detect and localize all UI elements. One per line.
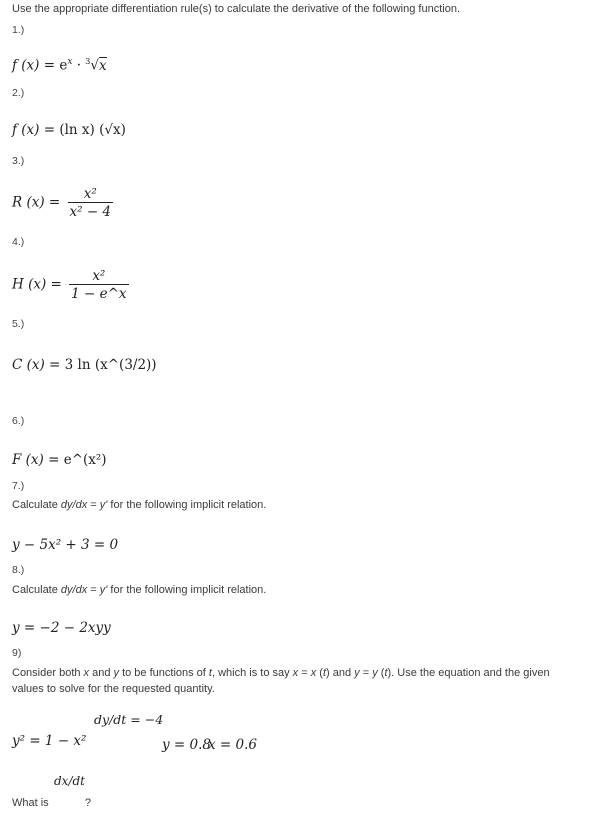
prompt-eq: = [87, 499, 100, 511]
problem-1-e: e [59, 57, 68, 74]
prompt-dydx: dy/dx [60, 584, 88, 596]
p9-y: y [372, 667, 378, 679]
p9-text: to be functions of [119, 667, 209, 679]
problem-3-denominator: x² − 4 [69, 204, 112, 220]
problem-8-prompt [12, 584, 266, 596]
p9-text: = [298, 667, 311, 679]
problem-9-question [12, 797, 91, 809]
problem-9-prompt [12, 665, 572, 697]
radical-icon: √ [90, 57, 99, 74]
problem-5-equation [12, 357, 157, 373]
problem-7-eq: y − 5x² + 3 = 0 [12, 537, 119, 553]
problem-4-lhs: H (x) = [12, 276, 62, 293]
p9-t: t [322, 667, 327, 679]
problem-2-lhs: f (x) = [12, 122, 56, 138]
prompt-text: Calculate [12, 499, 61, 511]
problem-3-number: 3.) [12, 155, 25, 167]
problem-2-number: 2.) [12, 87, 25, 99]
problem-1-lhs: f (x) = [12, 57, 56, 74]
p9-x: x [292, 667, 299, 679]
problem-8-eq: y = −2 − 2xyy [12, 620, 111, 636]
prompt-dydx: dy/dx [60, 499, 88, 511]
problem-1-number: 1.) [12, 24, 25, 36]
problem-9-number: 9) [12, 647, 22, 659]
problem-3-lhs: R (x) = [12, 194, 61, 211]
question-deriv-text: dx/dt [54, 774, 85, 788]
given-x-text: x = 0.6 [208, 737, 257, 753]
problem-1-root-index: 3 [85, 57, 91, 66]
given-deriv-text: dy/dt = −4 [94, 712, 164, 727]
prompt-yprime: y' [99, 584, 108, 596]
question-suffix: ? [84, 797, 91, 809]
p9-x: x [310, 667, 317, 679]
question-prefix: What is [12, 797, 49, 809]
problem-4-equation [12, 268, 132, 302]
problem-3-equation [12, 186, 116, 220]
problem-9-equation [12, 733, 86, 749]
problem-1-dot: · [72, 57, 86, 74]
problem-1-radicand: x [99, 57, 107, 74]
p9-text: and [89, 667, 114, 679]
problem-8-equation [12, 620, 111, 636]
problem-2-rhs: (ln x) (√x) [59, 122, 126, 138]
problem-9-given-x [208, 737, 257, 753]
problem-9-given-derivative [94, 712, 163, 727]
p9-text: ( [316, 667, 323, 679]
prompt-text: Calculate [12, 584, 61, 596]
p9-text: ) and [326, 667, 355, 679]
problem-9-eq: y² = 1 − x² [12, 733, 87, 749]
p9-y: y [354, 667, 360, 679]
instruction-text: Use the appropriate differentiation rule(s) to calculate the derivative of the following function. [12, 3, 460, 15]
problem-5-rhs: 3 ln (x^(3/2)) [64, 357, 157, 373]
prompt-yprime: y' [99, 499, 108, 511]
p9-x: x [83, 667, 90, 679]
problem-7-equation [12, 537, 118, 553]
problem-4-number: 4.) [12, 236, 25, 248]
problem-4-numerator: x² [92, 268, 106, 284]
problem-4-fraction [69, 268, 128, 302]
problem-9-given-y [162, 737, 211, 753]
prompt-tail: for the following implicit relation. [107, 499, 267, 511]
problem-9-question-deriv [54, 774, 85, 788]
problem-4-denominator: 1 − e^x [71, 286, 127, 302]
problem-3-numerator: x² [83, 186, 97, 202]
prompt-eq: = [87, 584, 100, 596]
p9-text: ). Use the equation and the given values to solve for the requested quantity. [12, 667, 550, 695]
problem-5-number: 5.) [12, 318, 25, 330]
problem-1-exp: x [67, 57, 73, 67]
problem-2-equation [12, 122, 126, 138]
problem-6-lhs: F (x) = [12, 452, 60, 468]
problem-8-number: 8.) [12, 564, 25, 576]
problem-7-prompt [12, 499, 266, 511]
problem-6-number: 6.) [12, 415, 25, 427]
prompt-tail: for the following implicit relation. [107, 584, 267, 596]
p9-text: = [359, 667, 373, 679]
problem-5-lhs: C (x) = [12, 357, 61, 373]
problem-6-rhs: e^(x²) [63, 452, 107, 468]
problem-3-fraction [68, 186, 114, 220]
problem-6-equation [12, 452, 107, 468]
p9-text: , which is to say [211, 667, 293, 679]
p9-y: y [113, 667, 120, 679]
p9-text: Consider both [12, 667, 84, 679]
p9-t: t [384, 667, 388, 679]
problem-1-equation [12, 57, 107, 74]
given-y-text: y = 0.8 [162, 737, 211, 753]
p9-t: t [208, 667, 212, 679]
problem-7-number: 7.) [12, 480, 25, 492]
p9-text: ( [377, 667, 385, 679]
